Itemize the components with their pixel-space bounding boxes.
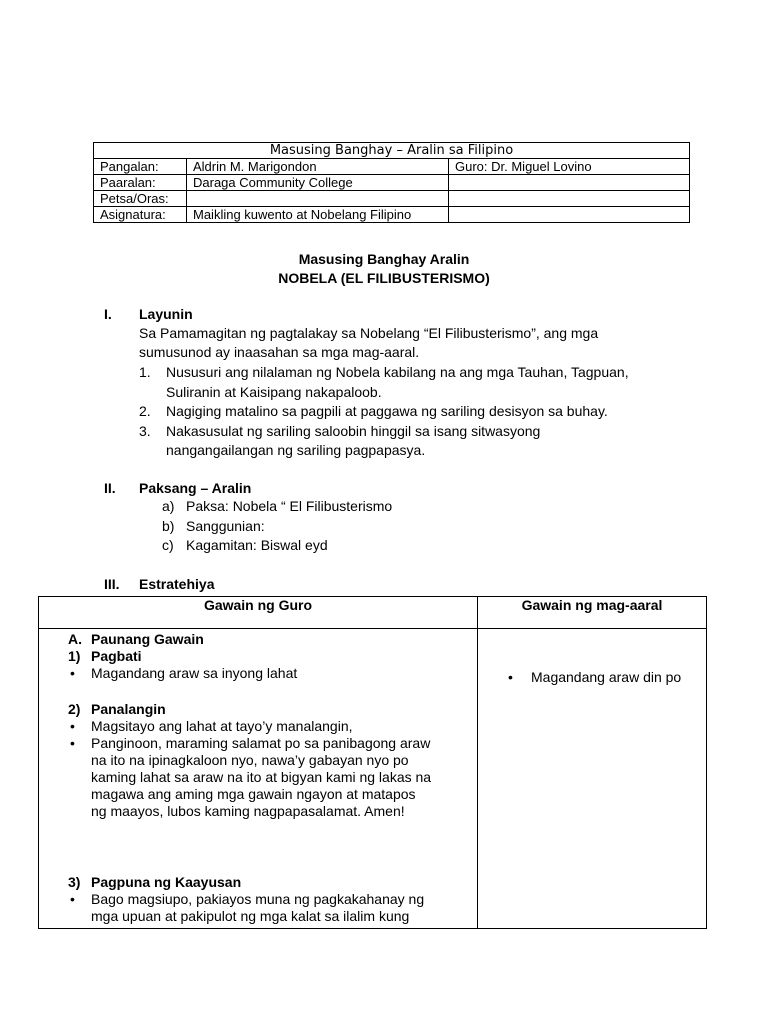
bullet-icon: • <box>508 669 513 685</box>
header-value: Aldrin M. Marigondon <box>187 159 449 175</box>
header-extra <box>449 207 690 223</box>
bullet-text: mga upuan at pakipulot ng mga kalat sa ilalim kung <box>91 908 410 924</box>
header-row <box>94 159 690 175</box>
header-value: Daraga Community College <box>187 175 449 191</box>
topics-list <box>162 497 392 556</box>
header-extra <box>449 191 690 207</box>
list-marker: a) <box>162 498 175 514</box>
table-row <box>39 629 707 929</box>
mag-aaral-cell <box>478 629 707 929</box>
header-row <box>94 191 690 207</box>
header-title-row <box>94 143 690 159</box>
bullet-text: Bago magsiupo, pakiayos muna ng pagkakahanay ng <box>91 891 425 907</box>
header-extra <box>449 175 690 191</box>
strategy-table <box>38 596 707 929</box>
layunin-intro: sumusunod ay inaasahan sa mga mag-aaral. <box>139 344 420 360</box>
prayer-line: kaming lahat sa araw na ito at bigyan kami ng lakas na <box>91 769 432 785</box>
bullet-icon: • <box>70 891 75 907</box>
column-header-mag-aaral: Gawain ng mag-aaral <box>478 597 707 629</box>
section-title-estratehiya: Estratehiya <box>139 576 215 592</box>
section-numeral: II. <box>104 480 116 496</box>
step-title: Paunang Gawain <box>91 631 204 647</box>
bullet-icon: • <box>70 665 75 681</box>
header-label: Pangalan: <box>94 159 187 175</box>
step-marker: 2) <box>68 701 81 717</box>
header-row <box>94 207 690 223</box>
step-marker: 1) <box>68 648 81 664</box>
list-item <box>139 402 699 422</box>
header-extra: Guro: Dr. Miguel Lovino <box>449 159 690 175</box>
header-label: Asignatura: <box>94 207 187 223</box>
prayer-line: Panginoon, maraming salamat po sa panibagong araw <box>91 735 431 751</box>
section-numeral: III. <box>104 576 120 592</box>
section-title-layunin: Layunin <box>139 306 193 322</box>
bullet-icon: • <box>70 735 75 751</box>
step-title: Pagbati <box>91 648 142 664</box>
column-header-guro: Gawain ng Guro <box>39 597 478 629</box>
doc-subtitle: NOBELA (EL FILIBUSTERISMO) <box>278 270 490 286</box>
list-number: 3. <box>139 422 151 439</box>
header-label: Paaralan: <box>94 175 187 191</box>
prayer-line: ng maayos, lubos kaming nagpapasalamat. Amen! <box>91 803 405 819</box>
list-number: 1. <box>139 364 151 380</box>
list-number: 2. <box>139 403 151 419</box>
prayer-line: magawa ang aming mga gawain ngayon at matapos <box>91 786 416 802</box>
prayer-line: na ito na ipinagkaloon nyo, nawa’y gabayan nyo po <box>91 752 409 768</box>
header-value: Maikling kuwento at Nobelang Filipino <box>187 207 449 223</box>
list-marker: c) <box>162 537 174 553</box>
header-value <box>187 191 449 207</box>
list-marker: b) <box>162 517 175 534</box>
guro-cell <box>39 629 478 929</box>
header-title: Masusing Banghay – Aralin sa Filipino <box>94 143 690 159</box>
topic-text: Kagamitan: Biswal eyd <box>186 537 328 553</box>
layunin-intro: Sa Pamamagitan ng pagtalakay sa Nobelang “El Filibusterismo”, ang mga <box>139 325 599 341</box>
step-title: Pagpuna ng Kaayusan <box>91 874 242 890</box>
objectives-list <box>139 363 699 461</box>
objective-text: Nakasusulat ng sariling saloobin hinggil sa isang sitwasyong <box>166 422 541 439</box>
section-title-paksang-aralin: Paksang – Aralin <box>139 480 252 496</box>
list-item <box>162 536 392 556</box>
objective-text: Nususuri ang nilalaman ng Nobela kabilang na ang mga Tauhan, Tagpuan, <box>166 364 629 380</box>
list-item <box>162 497 392 517</box>
list-item <box>162 517 392 537</box>
table-header-row <box>39 597 707 629</box>
step-marker: 3) <box>68 874 81 890</box>
header-label: Petsa/Oras: <box>94 191 187 207</box>
list-item <box>139 363 699 402</box>
topic-text: Sanggunian: <box>186 517 265 534</box>
objective-text: nangangailangan ng sariling pagpapasya. <box>166 442 426 458</box>
response-text: Magandang araw din po <box>531 669 682 685</box>
doc-title: Masusing Banghay Aralin <box>298 251 470 267</box>
bullet-icon: • <box>70 718 75 734</box>
objective-text: Suliranin at Kaisipang nakapaloob. <box>166 383 382 400</box>
bullet-text: Magandang araw sa inyong lahat <box>91 665 298 681</box>
step-marker: A. <box>68 631 82 647</box>
bullet-text: Magsitayo ang lahat at tayo’y manalangin, <box>91 718 353 734</box>
objective-text: Nagiging matalino sa pagpili at paggawa ng sariling desisyon sa buhay. <box>166 403 608 419</box>
section-numeral: I. <box>104 306 112 322</box>
step-title: Panalangin <box>91 701 166 717</box>
header-row <box>94 175 690 191</box>
topic-text: Paksa: Nobela “ El Filibusterismo <box>186 498 393 514</box>
header-info-table <box>93 142 690 223</box>
list-item <box>139 422 699 461</box>
